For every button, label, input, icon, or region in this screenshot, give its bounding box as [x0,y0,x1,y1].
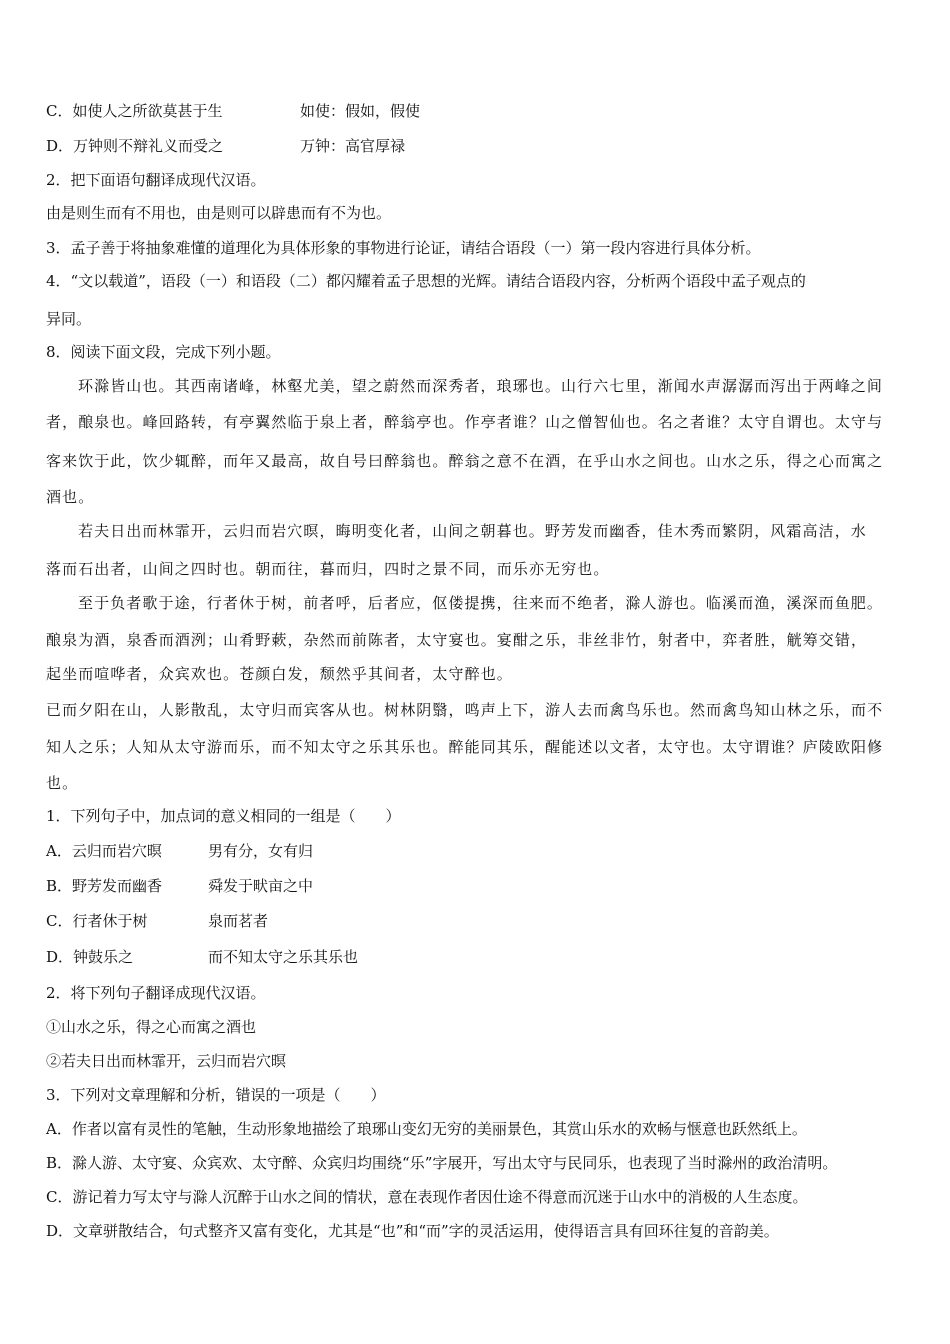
passage-line: 若夫日出而林霏开，云归而岩穴暝，晦明变化者，山间之朝暮也。野芳发而幽香，佳木秀而繁阴，风霜高洁，水 [78,522,867,540]
option-gloss: 万钟：高官厚禄 [300,137,406,155]
question-text: 2．将下列句子翻译成现代汉语。 [46,984,266,1002]
passage-line: 知人之乐；人知从太守游而乐，而不知太守之乐其乐也。醉能同其乐，醒能述以文者，太守也。太守谓谁？庐陵欧阳修 [46,738,884,756]
question-text: ①山水之乐，得之心而寓之酒也 [46,1018,257,1036]
option-sentence: 男有分，女有归 [208,842,314,860]
passage-line: 落而石出者，山间之四时也。朝而往，暮而归，四时之景不同，而乐亦无穷也。 [46,560,610,578]
choice-option: A．作者以富有灵性的笔触，生动形象地描绘了琅琊山变幻无穷的美丽景色，其赏山乐水的欢畅与惬意也跃然纸上。 [46,1120,807,1138]
choice-option: D．文章骈散结合，句式整齐又富有变化，尤其是“也”和“而”字的灵活运用，使得语言具有回环往复的音韵美。 [46,1222,779,1240]
question-text: 由是则生而有不用也，由是则可以辟患而有不为也。 [46,204,392,222]
option-sentence: C．如使人之所欲莫甚于生 [46,102,223,120]
passage-line: 者，酿泉也。峰回路转，有亭翼然临于泉上者，醉翁亭也。作亭者谁？山之僧智仙也。名之者谁？太守自谓也。太守与 [46,413,884,431]
choice-option [46,911,268,931]
q7-option-d [46,136,405,156]
question-text: 3．孟子善于将抽象难懂的道理化为具体形象的事物进行论证，请结合语段（一）第一段内容进行具体分析。 [46,239,761,257]
passage-line: 已而夕阳在山，人影散乱，太守归而宾客从也。树林阴翳，鸣声上下，游人去而禽鸟乐也。然而禽鸟知山林之乐，而不 [46,701,884,719]
passage-line: 酒也。 [46,488,95,506]
option-sentence: 而不知太守之乐其乐也 [208,948,359,966]
question-text: 4．“文以载道”，语段（一）和语段（二）都闪耀着孟子思想的光辉。请结合语段内容，分析两个语段中孟子观点的 [46,272,806,290]
option-sentence: B．野芳发而幽香 [46,877,163,895]
option-sentence: D．钟鼓乐之 [46,948,134,966]
question-text: 3．下列对文章理解和分析，错误的一项是（ ） [46,1086,386,1104]
question-text: 异同。 [46,310,92,328]
passage-line: 环滁皆山也。其西南诸峰，林壑尤美，望之蔚然而深秀者，琅琊也。山行六七里，渐闻水声潺潺而泻出于两峰之间 [78,377,884,395]
q7-option-c [46,101,420,121]
passage-line: 客来饮于此，饮少辄醉，而年又最高，故自号曰醉翁也。醉翁之意不在酒，在乎山水之间也。山水之乐，得之心而寓之 [46,452,884,470]
question-text: 2．把下面语句翻译成现代汉语。 [46,171,266,189]
option-sentence: D．万钟则不辩礼义而受之 [46,137,224,155]
passage-line: 也。 [46,774,79,792]
question-heading: 8．阅读下面文段，完成下列小题。 [46,343,281,361]
choice-option: C．游记着力写太守与滁人沉醉于山水之间的情状，意在表现作者因仕途不得意而沉迷于山水中的消极的人生态度。 [46,1188,808,1206]
passage-line: 起坐而喧哗者，众宾欢也。苍颜白发，颓然乎其间者，太守醉也。 [46,665,513,683]
choice-option [46,876,313,896]
option-sentence: 舜发于畎亩之中 [208,877,314,895]
passage-line: 酿泉为酒，泉香而酒洌；山肴野蔌，杂然而前陈者，太守宴也。宴酣之乐，非丝非竹，射者中，弈者胜，觥筹交错， [46,631,868,649]
question-text: ②若夫日出而林霏开，云归而岩穴暝 [46,1052,287,1070]
option-sentence: 泉而茗者 [208,912,269,930]
question-text: 1．下列句子中，加点词的意义相同的一组是（ ） [46,807,401,825]
choice-option [46,947,358,967]
option-sentence: A．云归而岩穴暝 [46,842,162,860]
choice-option [46,841,313,861]
choice-option: B．滁人游、太守宴、众宾欢、太守醉、众宾归均围绕“乐”字展开，写出太守与民同乐，也表现了当时滁州的政治清明。 [46,1154,838,1172]
passage-line: 至于负者歌于途，行者休于树，前者呼，后者应，伛偻提携，往来而不绝者，滁人游也。临溪而渔，溪深而鱼肥。 [78,594,884,612]
option-gloss: 如使：假如，假使 [300,102,421,120]
option-sentence: C．行者休于树 [46,912,148,930]
